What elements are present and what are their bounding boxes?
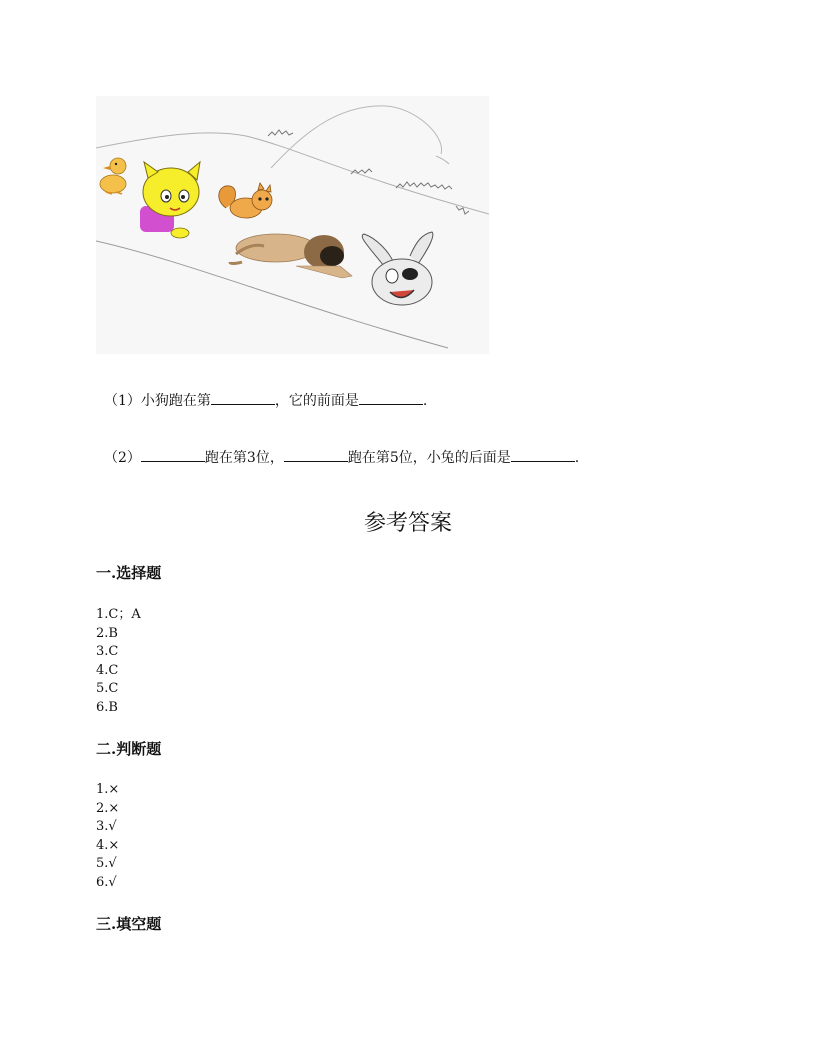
race-illustration <box>96 96 489 354</box>
answer-item: 5.√ <box>96 856 117 871</box>
answer-blank[interactable] <box>359 392 423 405</box>
question-1-prefix: （1）小狗跑在第 <box>104 393 211 409</box>
answer-blank[interactable] <box>141 449 205 462</box>
answer-item: 6.√ <box>96 874 117 890</box>
answer-item: 6.B <box>96 699 118 715</box>
race-scene <box>96 96 489 354</box>
question-1-middle: ，它的前面是 <box>274 393 359 409</box>
question-1 <box>104 392 427 410</box>
question-1-suffix: . <box>422 393 428 409</box>
answer-item: 4.× <box>96 837 120 853</box>
answer-item: 5.C <box>96 681 119 696</box>
answer-blank[interactable] <box>211 392 275 405</box>
section-heading-fill-blank: 三.填空题 <box>96 915 162 933</box>
answer-item: 1.× <box>96 782 120 797</box>
answer-item: 3.√ <box>96 819 117 834</box>
answer-list-judgement <box>96 781 119 892</box>
answer-item: 3.C <box>96 644 119 659</box>
question-2-part2: 跑在第5位，小兔的后面是 <box>347 450 511 466</box>
section-heading-choice: 一.选择题 <box>96 564 162 582</box>
section-heading-judgement: 二.判断题 <box>96 740 162 758</box>
answer-blank[interactable] <box>511 449 575 462</box>
question-2 <box>104 449 579 467</box>
answer-blank[interactable] <box>284 449 348 462</box>
answer-item: 2.× <box>96 800 120 816</box>
question-2-suffix: . <box>574 450 580 466</box>
answer-item: 4.C <box>96 662 119 678</box>
question-2-part1: 跑在第3位， <box>204 450 284 466</box>
answer-item: 2.B <box>96 625 118 641</box>
answer-list-choice <box>96 606 141 717</box>
question-2-prefix: （2） <box>104 450 141 466</box>
answer-item: 1.C；A <box>96 607 141 622</box>
answer-key-title: 参考答案 <box>363 511 452 536</box>
